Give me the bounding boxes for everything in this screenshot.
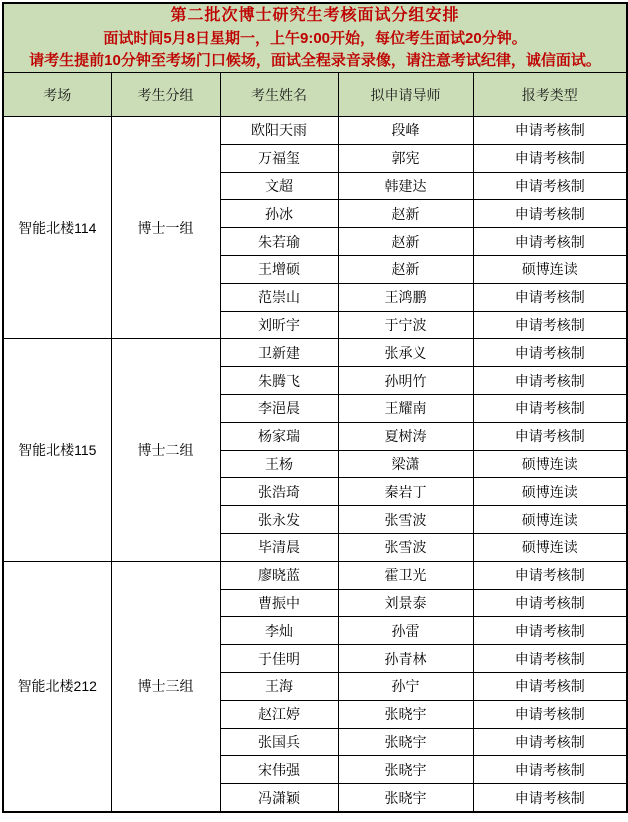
candidate-name-cell: 刘昕宇 xyxy=(220,311,338,339)
advisor-cell: 段峰 xyxy=(338,117,473,145)
advisor-cell: 张承义 xyxy=(338,339,473,367)
application-type-cell: 申请考核制 xyxy=(473,728,627,756)
application-type-cell: 申请考核制 xyxy=(473,589,627,617)
application-type-cell: 申请考核制 xyxy=(473,422,627,450)
exam-room-cell: 智能北楼212 xyxy=(3,561,111,812)
application-type-cell: 申请考核制 xyxy=(473,394,627,422)
candidate-name-cell: 文超 xyxy=(220,172,338,200)
application-type-cell: 硕博连读 xyxy=(473,533,627,561)
candidate-name-cell: 卫新建 xyxy=(220,339,338,367)
col-header-candidate-group: 考生分组 xyxy=(111,73,220,117)
application-type-cell: 申请考核制 xyxy=(473,645,627,673)
candidate-name-cell: 王增硕 xyxy=(220,255,338,283)
column-header-row xyxy=(3,73,627,117)
advisor-cell: 张雪波 xyxy=(338,506,473,534)
page-title: 第二批次博士研究生考核面试分组安排 xyxy=(170,7,460,24)
application-type-cell: 申请考核制 xyxy=(473,784,627,812)
advisor-cell: 孙宁 xyxy=(338,672,473,700)
candidate-name-cell: 赵江婷 xyxy=(220,700,338,728)
advisor-cell: 王鸿鹏 xyxy=(338,283,473,311)
advisor-cell: 张晓宇 xyxy=(338,756,473,784)
col-header-candidate-name: 考生姓名 xyxy=(220,73,338,117)
application-type-cell: 申请考核制 xyxy=(473,367,627,395)
table-title-block xyxy=(3,3,627,73)
candidate-name-cell: 张浩琦 xyxy=(220,478,338,506)
candidate-name-cell: 王海 xyxy=(220,672,338,700)
advisor-cell: 于宁波 xyxy=(338,311,473,339)
advisor-cell: 霍卫光 xyxy=(338,561,473,589)
advisor-cell: 张晓宇 xyxy=(338,700,473,728)
candidate-name-cell: 廖晓蓝 xyxy=(220,561,338,589)
title-notice: 请考生提前10分钟至考场门口候场，面试全程录音录像，请注意考试纪律，诚信面试。 xyxy=(29,52,601,69)
application-type-cell: 硕博连读 xyxy=(473,255,627,283)
application-type-cell: 申请考核制 xyxy=(473,200,627,228)
title-time-info: 面试时间5月8日星期一，上午9:00开始，每位考生面试20分钟。 xyxy=(103,30,527,47)
table-row xyxy=(3,339,627,367)
candidate-name-cell: 张永发 xyxy=(220,506,338,534)
candidate-name-cell: 范崇山 xyxy=(220,283,338,311)
application-type-cell: 申请考核制 xyxy=(473,700,627,728)
candidate-group-cell: 博士三组 xyxy=(111,561,220,812)
candidate-name-cell: 毕清晨 xyxy=(220,533,338,561)
candidate-name-cell: 朱腾飞 xyxy=(220,367,338,395)
candidate-name-cell: 李浥晨 xyxy=(220,394,338,422)
advisor-cell: 孙雷 xyxy=(338,617,473,645)
candidate-name-cell: 宋伟强 xyxy=(220,756,338,784)
advisor-cell: 赵新 xyxy=(338,228,473,256)
application-type-cell: 申请考核制 xyxy=(473,561,627,589)
title-row xyxy=(3,3,627,73)
advisor-cell: 秦岩丁 xyxy=(338,478,473,506)
advisor-cell: 王耀南 xyxy=(338,394,473,422)
col-header-exam-room: 考场 xyxy=(3,73,111,117)
advisor-cell: 张雪波 xyxy=(338,533,473,561)
candidate-name-cell: 孙冰 xyxy=(220,200,338,228)
exam-room-cell: 智能北楼115 xyxy=(3,339,111,561)
candidate-name-cell: 杨家瑞 xyxy=(220,422,338,450)
candidate-name-cell: 曹振中 xyxy=(220,589,338,617)
application-type-cell: 申请考核制 xyxy=(473,672,627,700)
advisor-cell: 韩建达 xyxy=(338,172,473,200)
advisor-cell: 张晓宇 xyxy=(338,784,473,812)
col-header-application-type: 报考类型 xyxy=(473,73,627,117)
advisor-cell: 孙明竹 xyxy=(338,367,473,395)
candidate-group-cell: 博士二组 xyxy=(111,339,220,561)
candidate-name-cell: 王杨 xyxy=(220,450,338,478)
table-row xyxy=(3,561,627,589)
advisor-cell: 赵新 xyxy=(338,255,473,283)
application-type-cell: 申请考核制 xyxy=(473,339,627,367)
application-type-cell: 申请考核制 xyxy=(473,617,627,645)
candidate-name-cell: 冯潇颖 xyxy=(220,784,338,812)
application-type-cell: 申请考核制 xyxy=(473,172,627,200)
candidate-name-cell: 于佳明 xyxy=(220,645,338,673)
exam-room-cell: 智能北楼114 xyxy=(3,117,111,339)
application-type-cell: 申请考核制 xyxy=(473,283,627,311)
advisor-cell: 梁潇 xyxy=(338,450,473,478)
application-type-cell: 申请考核制 xyxy=(473,117,627,145)
interview-schedule-sheet xyxy=(0,2,628,813)
application-type-cell: 硕博连读 xyxy=(473,506,627,534)
table-row xyxy=(3,117,627,145)
candidate-name-cell: 张国兵 xyxy=(220,728,338,756)
application-type-cell: 申请考核制 xyxy=(473,228,627,256)
candidate-name-cell: 欧阳天雨 xyxy=(220,117,338,145)
candidate-name-cell: 李灿 xyxy=(220,617,338,645)
col-header-advisor: 拟申请导师 xyxy=(338,73,473,117)
application-type-cell: 申请考核制 xyxy=(473,311,627,339)
advisor-cell: 孙青林 xyxy=(338,645,473,673)
application-type-cell: 硕博连读 xyxy=(473,478,627,506)
application-type-cell: 申请考核制 xyxy=(473,756,627,784)
advisor-cell: 张晓宇 xyxy=(338,728,473,756)
interview-schedule-table xyxy=(2,2,628,813)
advisor-cell: 夏树涛 xyxy=(338,422,473,450)
advisor-cell: 赵新 xyxy=(338,200,473,228)
advisor-cell: 刘景泰 xyxy=(338,589,473,617)
candidate-group-cell: 博士一组 xyxy=(111,117,220,339)
application-type-cell: 申请考核制 xyxy=(473,144,627,172)
candidate-name-cell: 朱若瑜 xyxy=(220,228,338,256)
candidate-name-cell: 万福玺 xyxy=(220,144,338,172)
advisor-cell: 郭宪 xyxy=(338,144,473,172)
application-type-cell: 硕博连读 xyxy=(473,450,627,478)
